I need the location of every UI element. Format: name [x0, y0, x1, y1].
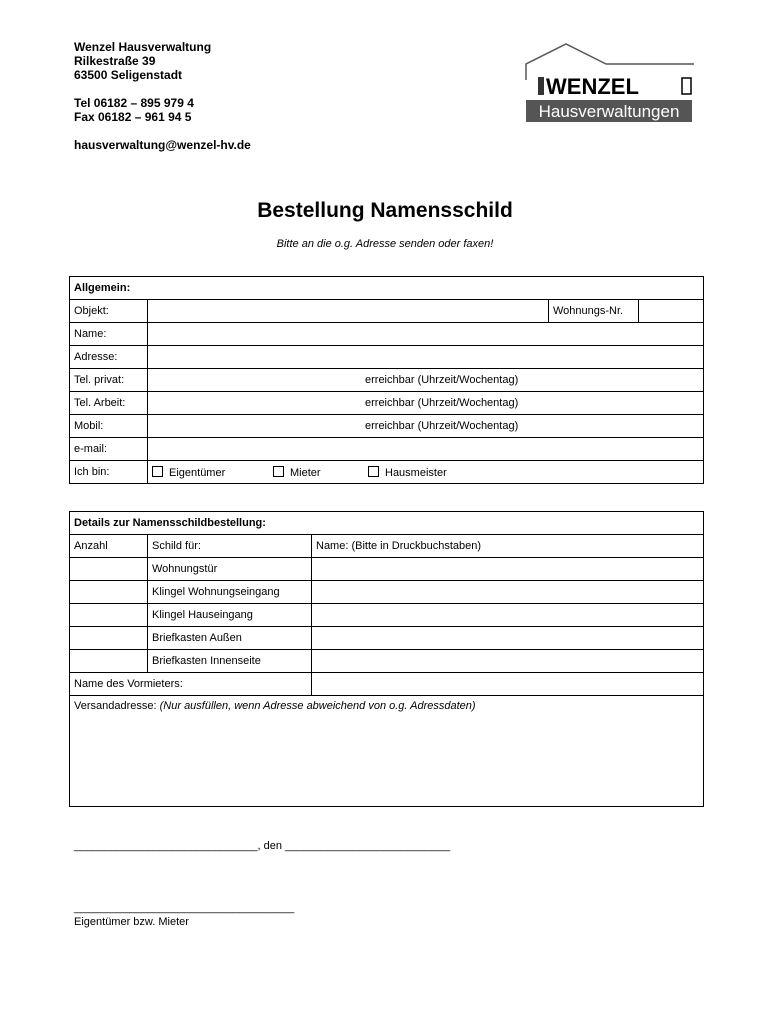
company-address	[74, 40, 251, 152]
company-fax: Fax 06182 – 961 94 5	[74, 110, 192, 124]
logo-word: WENZEL	[546, 74, 639, 99]
objekt-label: Objekt:	[70, 300, 148, 323]
adresse-label: Adresse:	[70, 346, 148, 369]
general-table	[69, 276, 704, 484]
signature-label: Eigentümer bzw. Mieter	[74, 916, 189, 928]
name-input[interactable]	[312, 581, 704, 604]
checkbox-icon[interactable]	[152, 466, 163, 477]
col-schild: Schild für:	[148, 535, 312, 558]
col-anzahl: Anzahl	[70, 535, 148, 558]
email-label: e-mail:	[70, 438, 148, 461]
details-table	[69, 511, 704, 807]
adresse-field[interactable]	[148, 346, 704, 369]
company-name: Wenzel Hausverwaltung	[74, 40, 212, 54]
anzahl-field[interactable]	[70, 650, 148, 673]
mobil-label: Mobil:	[70, 415, 148, 438]
anzahl-field[interactable]	[70, 604, 148, 627]
versand-note: (Nur ausfüllen, wenn Adresse abweichend von o.g. Adressdaten)	[159, 700, 476, 712]
role-options	[148, 461, 704, 484]
schild-type: Briefkasten Innenseite	[148, 650, 312, 673]
signature-line[interactable]: ____________________________________	[74, 902, 295, 914]
erreichbar-label: erreichbar (Uhrzeit/Wochentag)	[365, 374, 519, 386]
email-field[interactable]	[148, 438, 704, 461]
schild-type: Wohnungstür	[148, 558, 312, 581]
vormieter-label: Name des Vormieters:	[70, 673, 312, 696]
anzahl-field[interactable]	[70, 627, 148, 650]
name-input[interactable]	[312, 650, 704, 673]
schild-type: Briefkasten Außen	[148, 627, 312, 650]
tel-privat-label: Tel. privat:	[70, 369, 148, 392]
company-email: hausverwaltung@wenzel-hv.de	[74, 138, 251, 152]
company-logo	[522, 42, 694, 126]
option-hausmeister[interactable]: Hausmeister	[368, 466, 447, 479]
objekt-field[interactable]	[148, 300, 549, 323]
place-date-line[interactable]: ______________________________, den ___________________________	[74, 840, 451, 852]
tel-privat-field[interactable]	[148, 369, 704, 392]
versand-field[interactable]	[70, 696, 704, 807]
name-input[interactable]	[312, 627, 704, 650]
option-eigentuemer[interactable]: Eigentümer	[152, 466, 273, 479]
general-header: Allgemein:	[70, 277, 704, 300]
vormieter-field[interactable]	[312, 673, 704, 696]
logo-subtitle: Hausverwaltungen	[538, 102, 680, 121]
checkbox-icon[interactable]	[273, 466, 284, 477]
erreichbar-label: erreichbar (Uhrzeit/Wochentag)	[365, 397, 519, 409]
name-input[interactable]	[312, 558, 704, 581]
tel-arbeit-label: Tel. Arbeit:	[70, 392, 148, 415]
name-label: Name:	[70, 323, 148, 346]
company-tel: Tel 06182 – 895 979 4	[74, 96, 194, 110]
company-city: 63500 Seligenstadt	[74, 68, 183, 82]
anzahl-field[interactable]	[70, 558, 148, 581]
details-header: Details zur Namensschildbestellung:	[70, 512, 704, 535]
ich-bin-label: Ich bin:	[70, 461, 148, 484]
tel-arbeit-field[interactable]	[148, 392, 704, 415]
schild-type: Klingel Hauseingang	[148, 604, 312, 627]
name-input[interactable]	[312, 604, 704, 627]
name-field[interactable]	[148, 323, 704, 346]
page-subtitle: Bitte an die o.g. Adresse senden oder faxen!	[276, 238, 494, 250]
anzahl-field[interactable]	[70, 581, 148, 604]
versand-label: Versandadresse:	[74, 700, 157, 712]
erreichbar-label: erreichbar (Uhrzeit/Wochentag)	[365, 420, 519, 432]
page-title: Bestellung Namensschild	[257, 199, 513, 222]
mobil-field[interactable]	[148, 415, 704, 438]
option-mieter[interactable]: Mieter	[273, 466, 368, 479]
checkbox-icon[interactable]	[368, 466, 379, 477]
wohnungsnr-label: Wohnungs-Nr.	[549, 300, 639, 323]
company-street: Rilkestraße 39	[74, 54, 156, 68]
wohnungsnr-field[interactable]	[639, 300, 704, 323]
col-name: Name: (Bitte in Druckbuchstaben)	[312, 535, 704, 558]
schild-type: Klingel Wohnungseingang	[148, 581, 312, 604]
